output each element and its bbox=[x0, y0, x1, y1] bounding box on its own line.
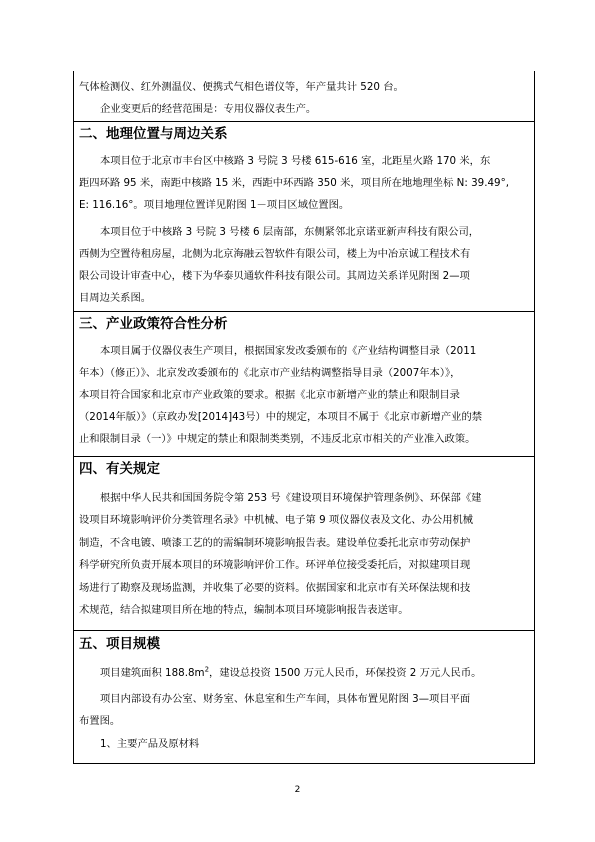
area-superscript: 2 bbox=[204, 665, 210, 674]
text-line: E: 116.16°。项目地理位置详见附图 1－项目区域位置图。 bbox=[79, 199, 350, 211]
section-heading-rules: 四、有关规定 bbox=[79, 461, 160, 477]
text-line: 布置图。 bbox=[79, 715, 121, 727]
page-number: 2 bbox=[294, 785, 301, 795]
text-line: 目周边关系图。 bbox=[79, 292, 152, 304]
text-line-area bbox=[100, 667, 481, 680]
text-line: 科学研究所负责开展本项目的环境影响评价工作。环评单位接受委托后，对拟建项目现 bbox=[79, 559, 471, 571]
section-divider bbox=[74, 630, 534, 631]
text-line: 本项目位于中核路 3 号院 3 号楼 6 层南部，东侧紧邻北京诺亚新声科技有限公司， bbox=[100, 226, 480, 238]
text-line: 本项目位于北京市丰台区中核路 3 号院 3 号楼 615-616 室，北距星火路 170 米，东 bbox=[100, 155, 491, 167]
section-heading-policy: 三、产业政策符合性分析 bbox=[79, 316, 228, 332]
text-line: 年本）（修正）》、北京发改委颁布的《北京市产业结构调整指导目录（2007年本）》， bbox=[79, 367, 461, 379]
text-line: 本项目属于仪器仪表生产项目，根据国家发改委颁布的《产业结构调整目录（2011 bbox=[100, 345, 477, 357]
section-divider bbox=[74, 311, 534, 312]
text-line: （2014年版）》（京政办发[2014]43号）中的规定，本项目不属于《北京市新增产业的禁 bbox=[79, 411, 483, 423]
section-heading-scale: 五、项目规模 bbox=[79, 636, 160, 652]
text-line: 1、主要产品及原材料 bbox=[100, 738, 200, 750]
text-line: 制造，不含电镀、喷漆工艺的的需编制环境影响报告表。建设单位委托北京市劳动保护 bbox=[79, 537, 471, 549]
text-line: 术规范，结合拟建项目所在地的特点，编制本项目环境影响报告表送审。 bbox=[79, 604, 409, 616]
section-heading-geo: 二、地理位置与周边关系 bbox=[79, 126, 228, 142]
section-divider bbox=[74, 121, 534, 122]
text-line: 气体检测仪、红外测温仪、便携式气相色谱仪等，年产量共计 520 台。 bbox=[79, 81, 404, 93]
text-line: 企业变更后的经营范围是：专用仪器仪表生产。 bbox=[100, 103, 317, 115]
text-line: 项目内部设有办公室、财务室、休息室和生产车间，具体布置见附图 3—项目平面 bbox=[100, 693, 471, 705]
text-line: 限公司设计审查中心，楼下为华泰贝通软件科技有限公司。其周边关系详见附图 2—项 bbox=[79, 270, 470, 282]
text-line: 设项目环境影响评价分类管理名录》中机械、电子第 9 项仪器仪表及文化、办公用机械 bbox=[79, 514, 474, 526]
text-line: 场进行了勘察及现场监测，并收集了必要的资料。依据国家和北京市有关环保法规和技 bbox=[79, 582, 471, 594]
text-line: 距四环路 95 米，南距中核路 15 米，西距中环西路 350 米，项目所在地地理坐标 N: 39.49°, bbox=[79, 177, 510, 189]
area-prefix: 项目建筑面积 188.8m bbox=[100, 667, 205, 679]
text-line: 本项目符合国家和北京市产业政策的要求。根据《北京市新增产业的禁止和限制目录 bbox=[79, 389, 460, 401]
text-line: 根据中华人民共和国国务院令第 253 号《建设项目环境保护管理条例》、环保部《建 bbox=[100, 492, 482, 504]
text-line: 西侧为空置待租房屋，北侧为北京海融云智软件有限公司，楼上为中冶京诚工程技术有 bbox=[79, 248, 471, 260]
area-suffix: ，建设总投资 1500 万元人民币，环保投资 2 万元人民币。 bbox=[209, 667, 482, 679]
content-frame bbox=[73, 71, 535, 764]
section-divider bbox=[74, 456, 534, 457]
text-line: 止和限制目录（一）》中规定的禁止和限制类类别，不违反北京市相关的产业准入政策。 bbox=[79, 433, 476, 445]
